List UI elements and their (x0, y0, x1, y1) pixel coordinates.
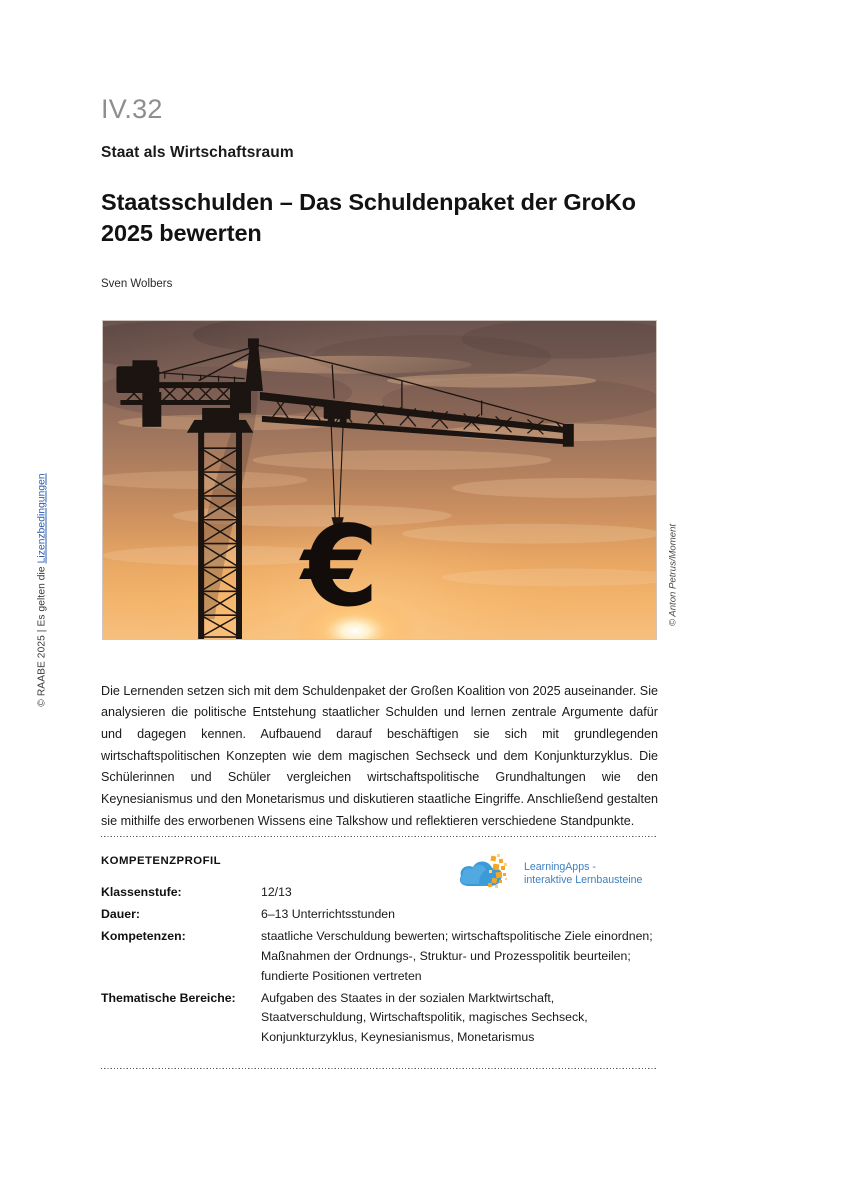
photo-credit-text: © Anton Petrus/Moment (667, 523, 679, 627)
profile-row (101, 905, 658, 925)
profile-row (101, 989, 658, 1049)
learningapps-line1: LearningApps - (524, 860, 596, 873)
euro-symbol: € (301, 503, 379, 633)
license-strip (30, 460, 54, 720)
header-block (101, 0, 658, 290)
profile-label-thematische-bereiche: Thematische Bereiche: (101, 990, 236, 1005)
license-conditions-link[interactable]: Lizenzbedingungen (36, 473, 48, 564)
learningapps-line2: interaktive Lernbausteine (524, 874, 643, 886)
chapter-code: IV.32 (101, 94, 163, 124)
profile-value-dauer: 6–13 Unterrichtsstunden (261, 906, 395, 921)
crane-sunset-illustration (103, 321, 656, 639)
profile-label-dauer: Dauer: (101, 906, 140, 921)
divider-top (101, 836, 658, 837)
profile-label-kompetenzen: Kompetenzen: (101, 928, 186, 943)
page-title: Staatsschulden – Das Schuldenpaket der GroKo 2025 bewerten (101, 189, 636, 247)
license-text (37, 473, 48, 706)
learningapps-cloud-icon (455, 854, 519, 894)
learningapps-badge[interactable] (455, 852, 660, 896)
license-prefix: © RAABE 2025 | Es gelten die (36, 563, 48, 707)
author-name: Sven Wolbers (101, 277, 173, 290)
profile-value-klassenstufe: 12/13 (261, 885, 292, 899)
learningapps-label (524, 861, 642, 888)
photo-credit (662, 500, 684, 650)
hero-photo (102, 320, 657, 640)
subject-line: Staat als Wirtschaftsraum (101, 144, 294, 161)
profile-row (101, 927, 658, 987)
divider-bottom (101, 1068, 658, 1069)
profile-label-klassenstufe: Klassenstufe: (101, 885, 182, 899)
intro-paragraph: Die Lernenden setzen sich mit dem Schuldenpaket der Großen Koalition von 2025 auseinander. Sie analysieren die politische Entstehung staatlicher Schulden und lernen zentrale Argumente dafür und dagegen kennen. Aufbauend darauf beschäftigen sie sich mit grundlegenden wirtschaftspolitischen Konzepten wie dem magischen Sechseck und dem Konjunkturzyklus. Die Schülerinnen und Schüler vergleichen wirtschaftspolitische Grundhaltungen wie den Keynesianismus und den Monetarismus und diskutieren staatliche Eingriffe. Anschließend gestalten sie mithilfe des erworbenen Wissens eine Talkshow und reflektieren verschiedene Standpunkte. (101, 683, 658, 828)
profile-value-kompetenzen: staatliche Verschuldung bewerten; wirtschaftspolitische Ziele einordnen; Maßnahmen der Ordnungs-, Struktur- und Prozesspolitik beurteilen; fundierte Positionen vertreten (261, 928, 653, 983)
competence-profile-heading: KOMPETENZPROFIL (101, 855, 222, 867)
profile-value-thematische-bereiche: Aufgaben des Staates in der sozialen Marktwirtschaft, Staatverschuldung, Wirtschaftspolitik, magisches Sechseck, Konjunkturzyklus, Keynesianismus, Monetarismus (261, 990, 588, 1045)
